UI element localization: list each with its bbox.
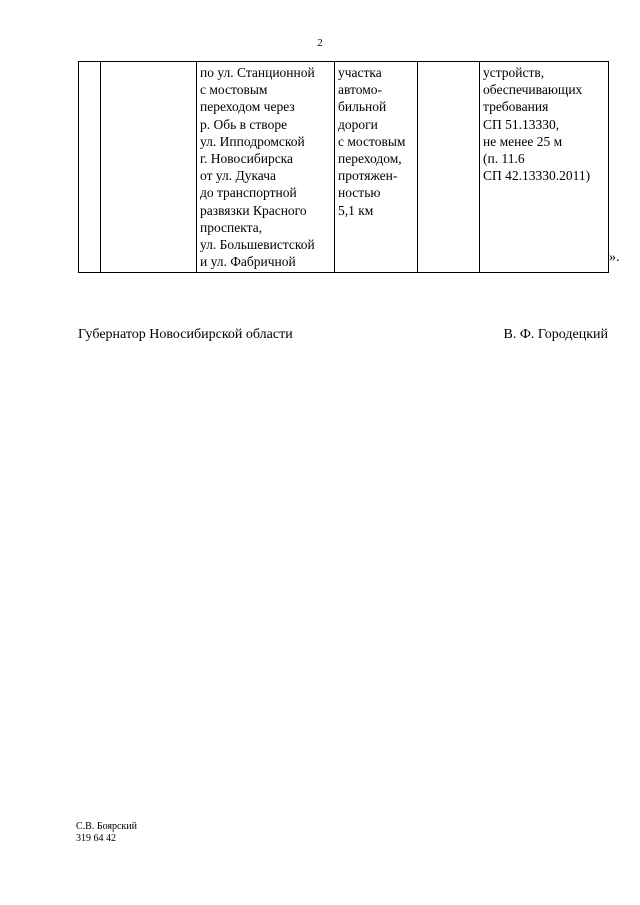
table-cell-municipality: [101, 62, 197, 273]
closing-quote: ».: [609, 250, 620, 265]
executor-phone: 319 64 42: [76, 833, 116, 844]
signatory-name: В. Ф. Городецкий: [503, 327, 608, 342]
table-cell-empty: [418, 62, 480, 273]
table-cell-requirements: устройств, обеспечивающих требования СП 51.13330, не менее 25 м (п. 11.6 СП 42.13330.2011): [480, 62, 609, 273]
executor-name: С.В. Боярский: [76, 821, 137, 832]
table-cell-location: по ул. Станционной с мостовым переходом через р. Обь в створе ул. Ипподромской г. Новосибирска от ул. Дукача до транспортной развязки Красного проспекта, ул. Большевистской и ул. Фабричной: [197, 62, 335, 273]
continuation-table: [78, 61, 609, 273]
signatory-position: Губернатор Новосибирской области: [78, 327, 293, 342]
table-cell-number: [79, 62, 101, 273]
page-number: 2: [317, 37, 323, 49]
table-row: [79, 62, 609, 273]
table-cell-object: участка автомо- бильной дороги с мостовым переходом, протяжен- ностью 5,1 км: [335, 62, 418, 273]
executor-info: [76, 821, 137, 845]
